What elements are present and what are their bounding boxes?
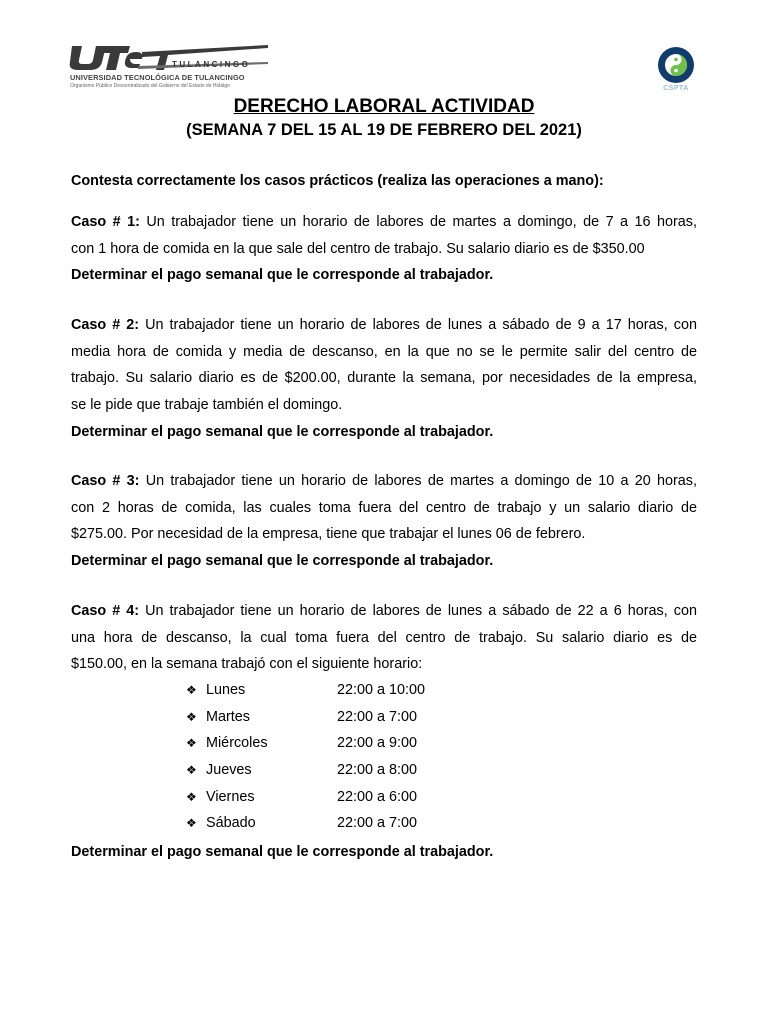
case-2-line-3: trabajo. Su salario diario es de $200.00, durante la semana, por necesidades de la empresa, (71, 370, 697, 387)
case-2 (71, 312, 697, 445)
case-4-line-3: $150.00, en la semana trabajó con el siguiente horario: (71, 656, 423, 673)
bullet-icon: ❖ (186, 816, 197, 831)
case-4-line-1: Caso # 4: Un trabajador tiene un horario de labores de lunes a sábado de 22 a 6 horas, con (71, 603, 697, 619)
schedule-row (186, 810, 506, 837)
case-1-question: Determinar el pago semanal que le corresponde al trabajador. (71, 267, 494, 284)
document-title: DERECHO LABORAL ACTIVIDAD (233, 96, 535, 117)
schedule-hours: 22:00 a 9:00 (337, 735, 418, 752)
right-logo (656, 47, 700, 97)
schedule-row (186, 730, 506, 757)
bullet-icon: ❖ (186, 763, 197, 778)
schedule-day: Sábado (206, 815, 256, 832)
case-3 (71, 468, 697, 575)
case-3-question: Determinar el pago semanal que le corresponde al trabajador. (71, 553, 494, 570)
case-3-line-2: con 2 horas de comida, las cuales toma fuera del centro de trabajo y un salario diario de (71, 499, 697, 516)
schedule-hours: 22:00 a 10:00 (337, 682, 426, 698)
bullet-icon: ❖ (186, 736, 197, 751)
right-logo-label: CSPTA (663, 85, 689, 92)
case-1 (71, 209, 697, 289)
case-4-question: Determinar el pago semanal que le corresponde al trabajador. (71, 844, 494, 860)
bullet-icon: ❖ (186, 683, 197, 697)
case-2-line-2: media hora de comida y media de descanso, en la que no se le permite salir del centro de (71, 343, 697, 360)
schedule-hours: 22:00 a 7:00 (337, 815, 418, 832)
case-1-line-2: con 1 hora de comida en la que sale del centro de trabajo. Su salario diario es de $350.00 (71, 240, 645, 257)
case-1-line-1: Caso # 1: Un trabajador tiene un horario de labores de martes a domingo, de 7 a 16 horas, (71, 214, 697, 230)
bullet-icon: ❖ (186, 789, 197, 804)
university-name: UNIVERSIDAD TECNOLÓGICA DE TULANCINGO (70, 73, 245, 82)
schedule-row (186, 704, 506, 731)
case-3-line-3: $275.00. Por necesidad de la empresa, tiene que trabajar el lunes 06 de febrero. (71, 526, 586, 543)
university-logo (68, 42, 268, 92)
schedule-day: Martes (206, 708, 250, 725)
case-2-line-4: se le pide que trabaje también el domingo. (71, 397, 343, 414)
case-2-line-1: Caso # 2: Un trabajador tiene un horario de labores de lunes a sábado de 9 a 17 horas, con (71, 317, 697, 333)
case-2-question: Determinar el pago semanal que le corresponde al trabajador. (71, 423, 494, 440)
case-1-label: Caso # 1: (71, 214, 140, 230)
university-subtitle: Organismo Público Descentralizado del Gobierno del Estado de Hidalgo (70, 83, 230, 89)
case-2-label: Caso # 2: (71, 317, 140, 333)
schedule-hours: 22:00 a 8:00 (337, 762, 418, 779)
yin-yang-icon (658, 47, 694, 83)
case-3-line-1: Caso # 3: Un trabajador tiene un horario de labores de martes a domingo de 10 a 20 horas, (71, 473, 697, 489)
instructions: Contesta correctamente los casos prácticos (realiza las operaciones a mano): (71, 173, 604, 189)
case-4-label: Caso # 4: (71, 603, 140, 619)
schedule-day: Jueves (206, 762, 252, 779)
case-4-line-2: una hora de descanso, la cual toma fuera del centro de trabajo. Su salario diario es de (71, 629, 697, 646)
schedule-row (186, 677, 506, 704)
schedule-hours: 22:00 a 6:00 (337, 788, 418, 805)
case-3-label: Caso # 3: (71, 473, 140, 489)
schedule-day: Miércoles (206, 735, 268, 752)
case-4 (71, 598, 697, 678)
schedule-row (186, 784, 506, 811)
bullet-icon: ❖ (186, 709, 197, 724)
schedule-day: Viernes (206, 788, 255, 805)
schedule-day: Lunes (206, 682, 246, 698)
document-subtitle: (SEMANA 7 DEL 15 AL 19 DE FEBRERO DEL 2021) (186, 121, 582, 139)
schedule-list (186, 677, 506, 837)
tulancingo-text: TULANCINGO (172, 60, 251, 69)
schedule-hours: 22:00 a 7:00 (337, 708, 418, 725)
schedule-row (186, 757, 506, 784)
